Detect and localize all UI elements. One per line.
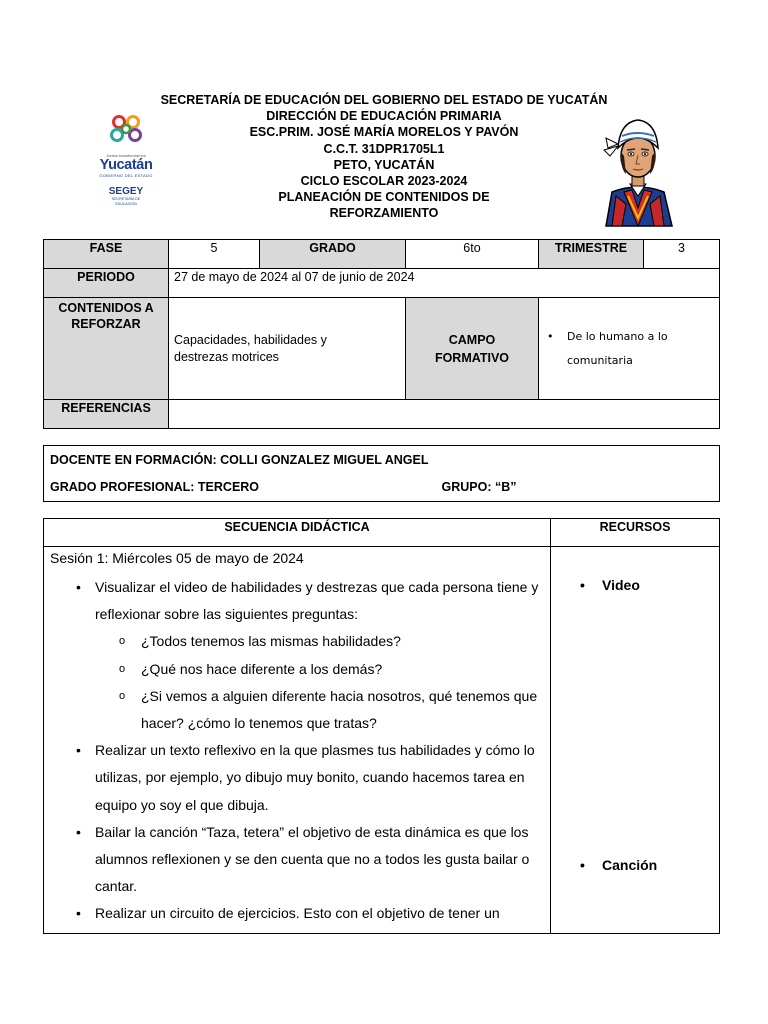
recursos-header: RECURSOS	[551, 519, 720, 547]
teacher-info-table	[43, 445, 720, 502]
secuencia-content	[44, 547, 551, 934]
yucatan-logo	[94, 112, 158, 212]
document-header	[120, 92, 648, 222]
contenidos-value: Capacidades, habilidades y destrezas motrices	[169, 298, 406, 400]
header-line-escuela: ESC.PRIM. JOSÉ MARÍA MORELOS Y PAVÓN	[249, 125, 519, 140]
segey-logo: SEGEY	[108, 186, 144, 197]
trimestre-value: 3	[644, 240, 720, 269]
segey-subtitle-2: EDUCACIÓN	[115, 201, 137, 206]
secuencia-header: SECUENCIA DIDÁCTICA	[44, 519, 551, 547]
header-line-ubicacion: PETO, YUCATÁN	[333, 157, 435, 172]
contenidos-label: CONTENIDOS A REFORZAR	[44, 298, 169, 400]
periodo-label: PERIODO	[44, 269, 169, 298]
activity-video-text: Visualizar el video de habilidades y destrezas que cada persona tiene y reflexionar sobre las siguientes preguntas:	[95, 579, 539, 623]
logo-subtitle: GOBIERNO DEL ESTADO	[99, 173, 153, 178]
campo-formativo-item	[547, 325, 714, 373]
logo-tagline: Juntos transformamos	[106, 153, 146, 158]
campo-formativo-cell	[539, 298, 720, 400]
question-list	[95, 628, 544, 737]
fase-value: 5	[169, 240, 260, 269]
list-item	[50, 574, 544, 737]
grado-value: 6to	[406, 240, 539, 269]
header-line-direccion: DIRECCIÓN DE EDUCACIÓN PRIMARIA	[266, 109, 502, 124]
header-line-planeacion: PLANEACIÓN DE CONTENIDOS DE	[278, 190, 490, 205]
resource-cancion-label: Canción	[602, 857, 658, 873]
grado-label: GRADO	[260, 240, 406, 269]
periodo-value: 27 de mayo de 2024 al 07 de junio de 2024	[169, 269, 720, 298]
grado-profesional-field: GRADO PROFESIONAL: TERCERO	[44, 474, 436, 502]
header-line-reforzamiento: REFORZAMIENTO	[329, 206, 439, 221]
bullet-icon: •	[547, 329, 554, 343]
header-line-cct: C.C.T. 31DPR1705L1	[323, 141, 445, 156]
question-item-3: o ¿Si vemos a alguien diferente hacia nosotros, qué tenemos que hacer? ¿cómo lo tenemos que tratas?	[95, 683, 544, 737]
question-item-2: o ¿Qué nos hace diferente a los demás?	[95, 656, 544, 683]
trimestre-label: TRIMESTRE	[539, 240, 644, 269]
logo-brand: Yucatán	[99, 157, 153, 173]
docente-field: DOCENTE EN FORMACIÓN: COLLI GONZALEZ MIGUEL ANGEL	[44, 446, 720, 474]
list-item: • Realizar un circuito de ejercicios. Esto con el objetivo de tener un	[50, 900, 544, 927]
yucatan-emblem-icon	[94, 112, 158, 148]
list-item: • Realizar un texto reflexivo en la que plasmes tus habilidades y cómo lo utilizas, por ejemplo, yo dibujo muy bonito, cuando hacemos tarea en equipo yo soy el que dibuja.	[50, 737, 544, 819]
header-line-ciclo: CICLO ESCOLAR 2023-2024	[300, 174, 468, 189]
morelos-portrait-image	[598, 108, 678, 228]
question-item-1: o ¿Todos tenemos las mismas habilidades?	[95, 628, 544, 655]
grupo-field: GRUPO: “B”	[436, 474, 720, 502]
resource-cancion	[558, 857, 657, 873]
recursos-content	[551, 547, 720, 934]
campo-formativo-label: CAMPO FORMATIVO	[406, 298, 539, 400]
fase-label: FASE	[44, 240, 169, 269]
segey-subtitle-1: SECRETARÍA DE	[111, 197, 141, 201]
list-item: • Bailar la canción “Taza, tetera” el objetivo de esta dinámica es que los alumnos reflexionen y se den cuenta que no a todos les gusta bailar o cantar.	[50, 819, 544, 901]
campo-formativo-value: De lo humano a lo comunitaria	[567, 329, 668, 367]
activity-list	[50, 574, 544, 928]
referencias-value	[169, 400, 720, 429]
resource-video	[558, 577, 640, 593]
resource-video-label: Video	[602, 577, 640, 593]
session-title: Sesión 1: Miércoles 05 de mayo de 2024	[50, 550, 304, 566]
header-line-secretaria: SECRETARÍA DE EDUCACIÓN DEL GOBIERNO DEL ESTADO DE YUCATÁN	[160, 93, 608, 107]
referencias-label: REFERENCIAS	[44, 400, 169, 429]
info-table	[43, 239, 720, 429]
